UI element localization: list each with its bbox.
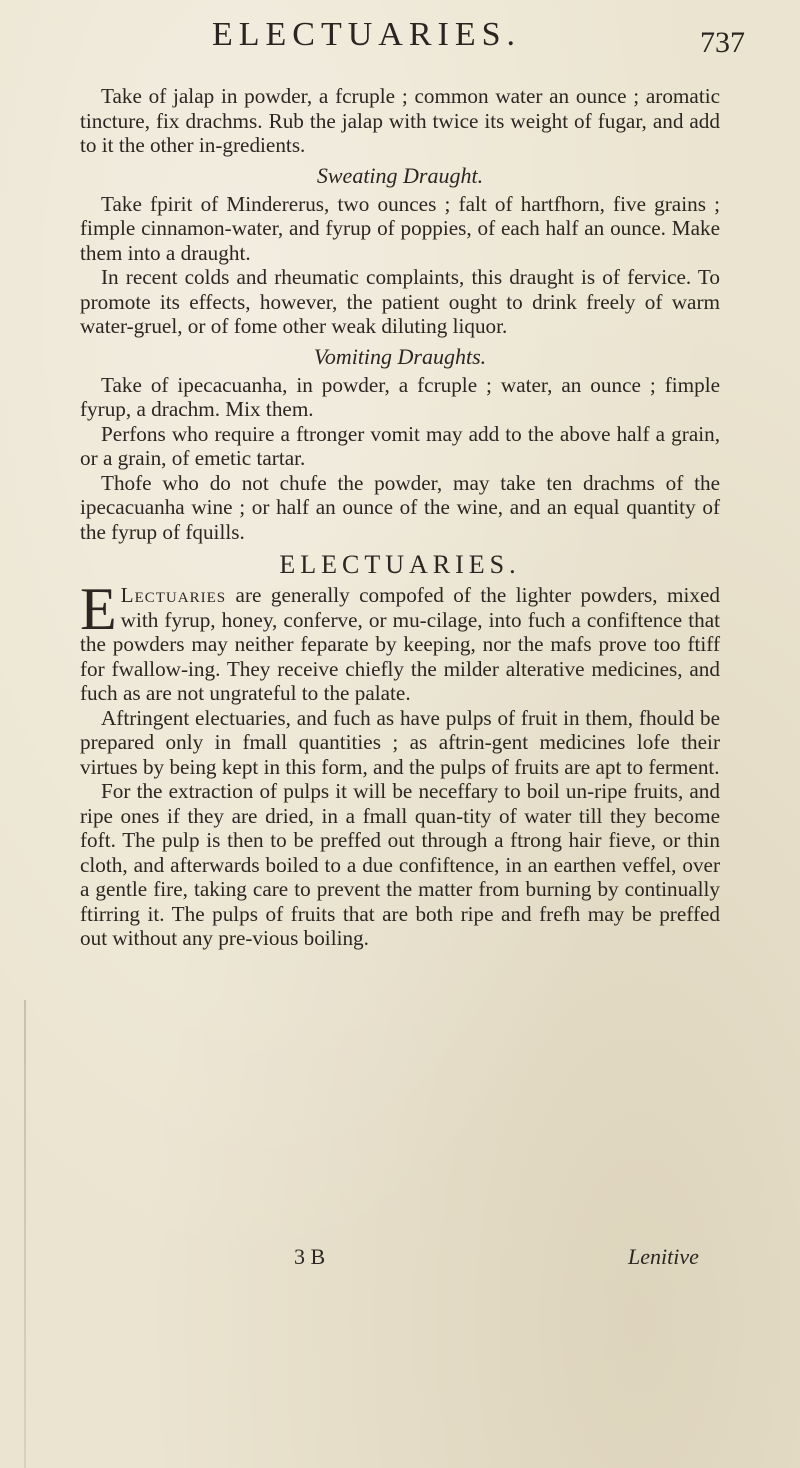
running-head <box>0 10 800 70</box>
paragraph-sweating-use: In recent colds and rheumatic complaints, this draught is of fervice. To promote its effects, however, the patient ought to drink freely of warm water-gruel, or of fome other weak diluting liquor. <box>80 265 720 338</box>
paragraph-sweating-recipe: Take fpirit of Mindererus, two ounces ; falt of hartfhorn, five grains ; fimple cinnamon-water, and fyrup of poppies, of each half an ounce. Make them into a draught. <box>80 191 720 265</box>
signature-mark: 3 B <box>294 1244 326 1269</box>
heading-vomiting-draughts: Vomiting Draughts. <box>313 343 487 369</box>
running-title: ELECTUARIES. <box>212 16 522 53</box>
page-edge-shadow <box>24 1000 26 1468</box>
paragraph-pulp-extraction: For the extraction of pulps it will be neceffary to boil un-ripe fruits, and ripe ones if they are dried, in a fmall quan-tity of water till they become foft. The pulp is then to be preffed out through a ftrong hair fieve, or thin cloth, and afterwards boiled to a due confiftence, in an earthen veffel, over a gentle fire, taking care to prevent the matter from burning by continually ftirring it. The pulps of fruits that are both ripe and frefh may be preffed out without any pre-vious boiling. <box>80 779 720 950</box>
drop-cap-letter: E <box>80 576 117 642</box>
page-number: 737 <box>700 26 745 59</box>
catchword: Lenitive <box>628 1244 699 1269</box>
paragraph-electuaries-intro-text: are generally compofed of the lighter powders, mixed with fyrup, honey, conferve, or mu-cilage, into fuch a confiftence that the powders may neither feparate by keeping, nor the mafs prove too ftiff for fwallow-ing. They receive chiefly the milder alterative medicines, and fuch as are not ungrateful to the palate. <box>80 583 720 705</box>
page-footer <box>0 1244 800 1284</box>
paragraph-ipecacuanha-wine: Thofe who do not chufe the powder, may take ten drachms of the ipecacuanha wine ; or half an ounce of the wine, and an equal quantity of the fyrup of fquills. <box>80 470 720 544</box>
section-heading-electuaries: ELECTUARIES. <box>279 550 521 579</box>
paragraph-astringent-electuaries: Aftringent electuaries, and fuch as have pulps of fruit in them, fhould be prepared only in fmall quantities ; as aftrin-gent medicines lofe their virtues by being kept in this form, and the pulps of fruits are apt to ferment. <box>80 705 720 779</box>
paragraph-stronger-vomit: Perfons who require a ftronger vomit may add to the above half a grain, or a grain, of emetic tartar. <box>80 421 720 470</box>
paragraph-electuaries-intro <box>80 576 720 706</box>
small-caps-word: Lectuaries <box>120 583 227 607</box>
paragraph-jalap-recipe: Take of jalap in powder, a fcruple ; common water an ounce ; aromatic tincture, fix drachms. Rub the jalap with twice its weight of fugar, and add to it the other in-gredients. <box>80 84 720 157</box>
paragraph-vomiting-recipe: Take of ipecacuanha, in powder, a fcruple ; water, an ounce ; fimple fyrup, a drachm. Mix them. <box>80 372 720 421</box>
heading-sweating-draught: Sweating Draught. <box>316 162 484 188</box>
body-text <box>80 84 720 951</box>
